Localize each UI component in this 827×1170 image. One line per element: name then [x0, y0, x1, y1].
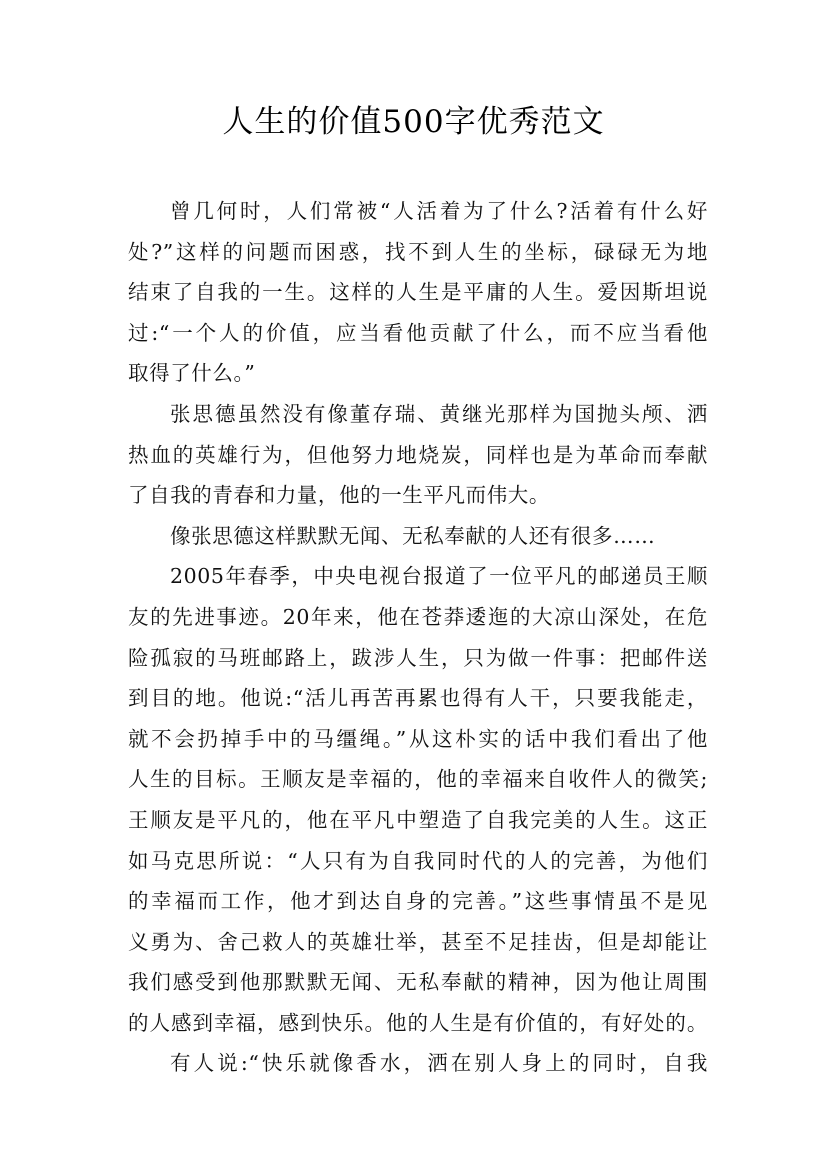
paragraph-2 [128, 394, 708, 516]
paragraph-line: 的人感到幸福，感到快乐。他的人生是有价值的，有好处的。 [128, 1010, 708, 1035]
paragraph-line: 有人说:“快乐就像香水，洒在别人身上的同时，自我 [170, 1051, 708, 1076]
paragraph-4 [128, 556, 708, 1043]
paragraph-line: 我们感受到他那默默无闻、无私奉献的精神，因为他让周围 [128, 970, 708, 995]
paragraph-line: 义勇为、舍己救人的英雄壮举，甚至不足挂齿，但是却能让 [128, 929, 708, 954]
paragraph-line: 的幸福而工作，他才到达自身的完善。”这些事情虽不是见 [128, 889, 708, 914]
paragraph-line: 王顺友是平凡的，他在平凡中塑造了自我完美的人生。这正 [128, 807, 708, 832]
paragraph-line: 过:“一个人的价值，应当看他贡献了什么，而不应当看他 [128, 320, 708, 345]
paragraph-1 [128, 191, 708, 394]
paragraph-line: 结束了自我的一生。这样的人生是平庸的人生。爱因斯坦说 [128, 280, 708, 305]
paragraph-5 [128, 1043, 708, 1084]
document-title: 人生的价值500字优秀范文 [222, 104, 605, 140]
paragraph-line: 险孤寂的马班邮路上，跋涉人生，只为做一件事：把邮件送 [128, 645, 708, 670]
paragraph-line: 就不会扔掉手中的马缰绳。”从这朴实的话中我们看出了他 [128, 726, 708, 751]
paragraph-line: 像张思德这样默默无闻、无私奉献的人还有很多…… [170, 523, 656, 548]
paragraph-line: 处?”这样的问题而困惑，找不到人生的坐标，碌碌无为地 [128, 239, 708, 264]
document-body [128, 191, 708, 1084]
paragraph-line: 张思德虽然没有像董存瑞、黄继光那样为国抛头颅、洒 [170, 401, 708, 426]
paragraph-line: 人生的目标。王顺友是幸福的，他的幸福来自收件人的微笑; [128, 767, 708, 792]
paragraph-line: 了自我的青春和力量，他的一生平凡而伟大。 [128, 483, 550, 508]
paragraph-line: 取得了什么。” [128, 361, 256, 386]
paragraph-line: 到目的地。他说:“活儿再苦再累也得有人干，只要我能走， [128, 686, 708, 711]
paragraph-line: 热血的英雄行为，但他努力地烧炭，同样也是为革命而奉献 [128, 442, 708, 467]
paragraph-line: 友的先进事迹。20年来，他在苍莽逶迤的大凉山深处，在危 [128, 604, 708, 629]
paragraph-line: 2005年春季，中央电视台报道了一位平凡的邮递员王顺 [170, 564, 708, 589]
paragraph-3 [128, 516, 708, 557]
paragraph-line: 如马克思所说：“人只有为自我同时代的人的完善，为他们 [128, 848, 708, 873]
paragraph-line: 曾几何时，人们常被“人活着为了什么?活着有什么好 [170, 199, 708, 223]
